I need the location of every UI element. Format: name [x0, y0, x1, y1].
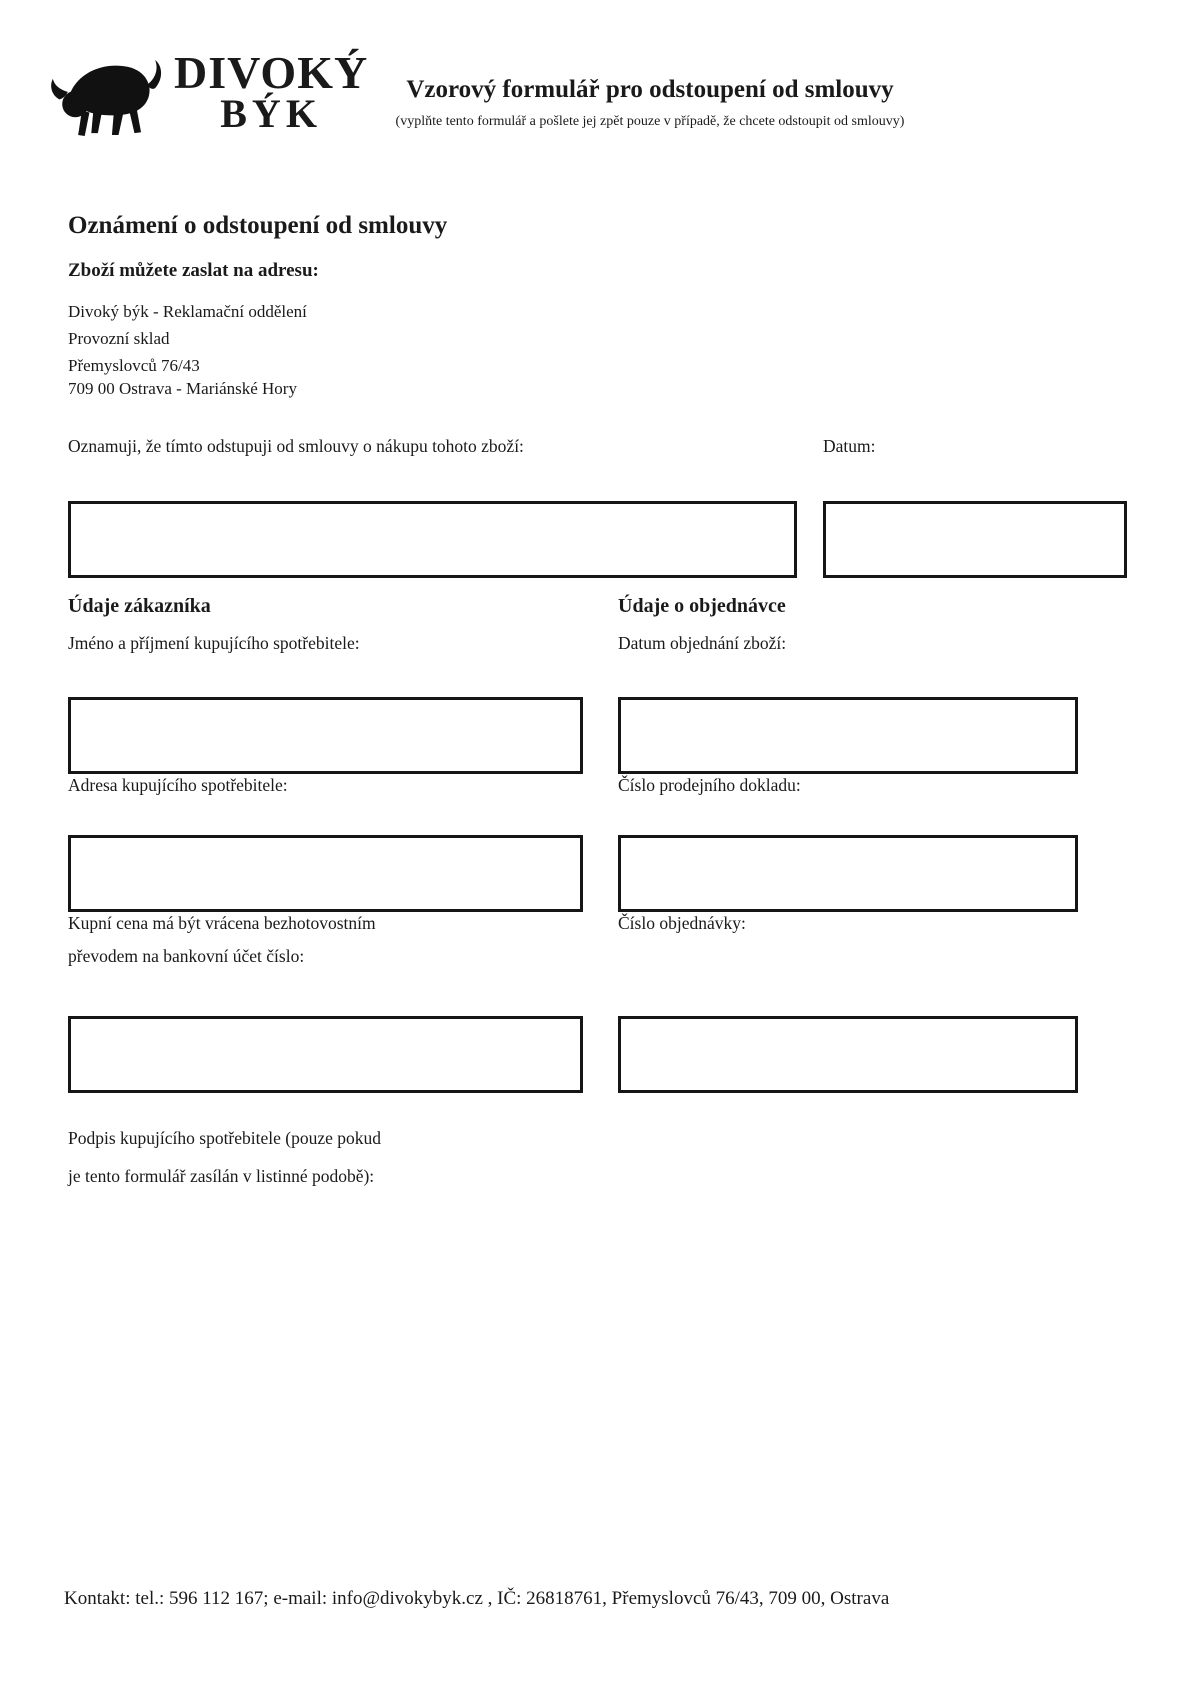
refund-account-label-line1: Kupní cena má být vrácena bezhotovostním	[68, 913, 376, 933]
date-label: Datum:	[823, 436, 876, 456]
address-line: Přemyslovců 76/43	[68, 356, 200, 375]
form-subtitle: (vyplňte tento formulář a pošlete jej zpět pouze v případě, že chcete odstoupit od smlouvy)	[395, 114, 905, 129]
address-line: Provozní sklad	[68, 329, 170, 348]
address-line: 709 00 Ostrava - Mariánské Hory	[68, 379, 297, 398]
order-number-box[interactable]	[618, 1016, 1078, 1093]
receipt-number-box[interactable]	[618, 835, 1078, 912]
address-line: Divoký býk - Reklamační oddělení	[68, 302, 307, 321]
form-header	[340, 76, 960, 130]
bank-account-box[interactable]	[68, 1016, 583, 1093]
order-date-box[interactable]	[618, 697, 1078, 774]
brand-logo	[50, 47, 369, 145]
customer-name-label: Jméno a příjmení kupujícího spotřebitele:	[68, 633, 360, 653]
date-box[interactable]	[823, 501, 1127, 578]
brand-name-line1: DIVOKÝ	[174, 47, 369, 98]
signature-label-line1: Podpis kupujícího spotřebitele (pouze pokud	[68, 1128, 382, 1148]
signature-label-line2: je tento formulář zasílán v listinné podobě):	[68, 1166, 375, 1186]
customer-address-label: Adresa kupujícího spotřebitele:	[68, 775, 288, 795]
footer-contact: Kontakt: tel.: 596 112 167; e-mail: info@divokybyk.cz , IČ: 26818761, Přemyslovců 76/43, 709 00, Ostrava	[64, 1588, 890, 1609]
customer-section-heading: Údaje zákazníka	[68, 595, 211, 617]
order-number-label: Číslo objednávky:	[618, 913, 746, 933]
form-title: Vzorový formulář pro odstoupení od smlouvy	[406, 76, 894, 103]
order-date-label: Datum objednání zboží:	[618, 633, 787, 653]
customer-address-box[interactable]	[68, 835, 583, 912]
order-section-heading: Údaje o objednávce	[618, 595, 786, 617]
bull-icon	[50, 50, 172, 145]
return-address-label: Zboží můžete zaslat na adresu:	[68, 260, 319, 281]
notice-heading: Oznámení o odstoupení od smlouvy	[68, 212, 448, 239]
withdrawal-statement-label: Oznamuji, že tímto odstupuji od smlouvy o nákupu tohoto zboží:	[68, 436, 524, 456]
receipt-number-label: Číslo prodejního dokladu:	[618, 775, 801, 795]
goods-description-box[interactable]	[68, 501, 797, 578]
customer-name-box[interactable]	[68, 697, 583, 774]
refund-account-label-line2: převodem na bankovní účet číslo:	[68, 946, 305, 966]
brand-name-line2: BÝK	[220, 91, 322, 136]
